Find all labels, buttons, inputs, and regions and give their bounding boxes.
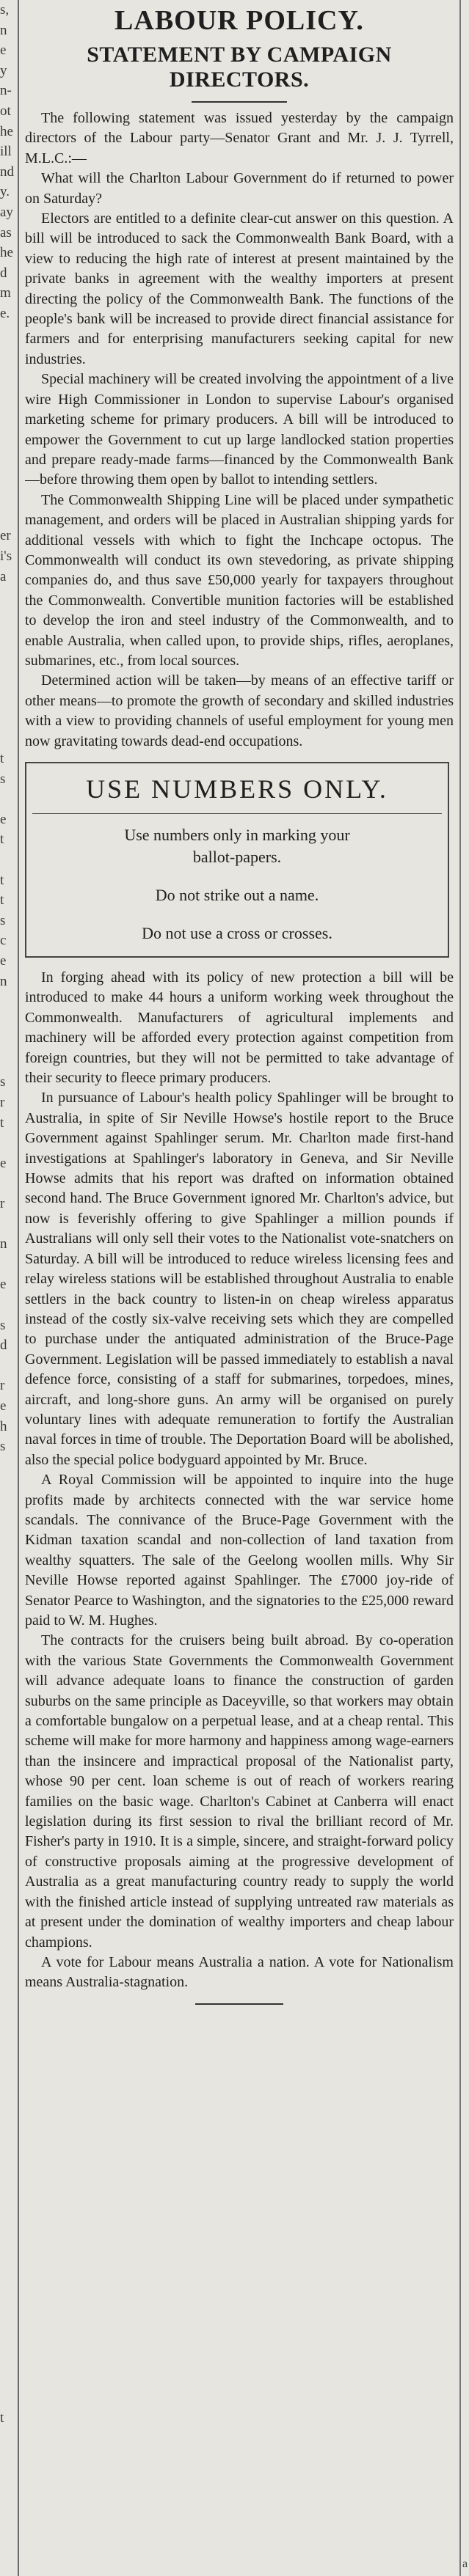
gutter-fragment bbox=[0, 1942, 16, 1963]
gutter-fragment: n bbox=[0, 973, 7, 989]
headline: LABOUR POLICY. bbox=[114, 5, 364, 36]
gutter-fragment bbox=[0, 627, 16, 647]
gutter-fragment bbox=[0, 850, 16, 870]
paragraph: What will the Charlton Labour Government do if returned to power on Saturday? bbox=[25, 170, 454, 207]
gutter-fragment bbox=[0, 384, 16, 405]
gutter-fragment bbox=[0, 2286, 16, 2307]
paragraph: The contracts for the cruisers being built abroad. By co-operation with the various State Governments the Commonwealth Government will advance adequate loans to finance the construction of garden suburbs on the same principle as Daceyville, so that workers may obtain a comfortable bungalow on a perpetual lease, and at a cheap rental. This scheme will make for more harmony and happiness among wage-earners than the insincere and impractical proposal of the Nationalist party, whose 90 per cent. loan scheme is out of reach of workers rearing families on the basic wage. Charlton's Cabinet at Canberra will enact legislation during its first session to rival the brilliant record of Mr. Fisher's party in 1910. It is a simple, sincere, and straight-forward policy of constructive proposals aiming at the progressive development of Australia as a great manufacturing country ready to supply the world with the finished article instead of supplying untreated raw materials as at present under the domination of wealthy importers and cheap labour champions. bbox=[25, 1632, 454, 1951]
gutter-fragment: n bbox=[0, 1236, 7, 1252]
gutter-fragment: s bbox=[0, 1439, 6, 1455]
gutter-fragment bbox=[0, 587, 16, 607]
notice-line: Do not strike out a name. bbox=[155, 886, 319, 904]
gutter-fragment bbox=[0, 1173, 16, 1194]
paragraph: In forging ahead with its policy of new protection a bill will be introduced to make 44 hours a uniform working week throughout the Commonwealth. Manufacturers of agricultural implements and machinery will be afforded every protection against competition from foreign countries, but they will not be permitted to take advantage of their security to fleece primary producers. bbox=[25, 969, 454, 1087]
gutter-fragment: m bbox=[0, 285, 11, 301]
gutter-fragment bbox=[0, 1639, 16, 1659]
gutter-fragment: as bbox=[0, 224, 12, 241]
gutter-fragment bbox=[0, 1012, 16, 1032]
adjacent-column-fragment bbox=[0, 0, 16, 2576]
gutter-fragment bbox=[0, 607, 16, 628]
gutter-fragment bbox=[0, 1740, 16, 1761]
gutter-fragment: i's bbox=[0, 548, 12, 565]
gutter-fragment bbox=[0, 1518, 16, 1538]
gutter-fragment bbox=[0, 485, 16, 506]
gutter-fragment bbox=[0, 1780, 16, 1801]
gutter-fragment bbox=[0, 2307, 16, 2327]
gutter-fragment bbox=[0, 2003, 16, 2024]
gutter-fragment bbox=[0, 647, 16, 668]
gutter-fragment bbox=[0, 1679, 16, 1700]
gutter-fragment bbox=[0, 1882, 16, 1902]
gutter-fragment: t bbox=[0, 892, 4, 909]
gutter-fragment bbox=[0, 1902, 16, 1923]
gutter-fragment bbox=[0, 1862, 16, 1882]
gutter-fragment: n- bbox=[0, 83, 12, 99]
gutter-fragment bbox=[0, 789, 16, 810]
gutter-fragment: s, bbox=[0, 2, 10, 18]
gutter-fragment bbox=[0, 1801, 16, 1821]
gutter-fragment: r bbox=[0, 1095, 5, 1111]
paragraph: A Royal Commission will be appointed to inquire into the huge profits made by architects connected with the war service home scandals. The connivance of the Bruce-Page Government with the Kidman taxation scandal and non-collection of land taxation from wealthy squatters. The sale of the Geelong woollen mills. Why Sir Neville Howse reported against Spahlinger. The £7000 joy-ride of Senator Pearce to Washington, and the signatories to the £25,000 reward paid to W. M. Hughes. bbox=[25, 1472, 454, 1629]
gutter-fragment bbox=[0, 2105, 16, 2125]
gutter-fragment bbox=[0, 364, 16, 385]
gutter-fragment bbox=[0, 1538, 16, 1558]
gutter-fragment bbox=[0, 1983, 16, 2003]
gutter-fragment bbox=[0, 2367, 16, 2388]
gutter-fragment: r bbox=[0, 1196, 5, 1212]
gutter-fragment bbox=[0, 2084, 16, 2105]
gutter-fragment bbox=[0, 688, 16, 708]
gutter-fragment: t bbox=[0, 832, 4, 848]
gutter-fragment bbox=[0, 1599, 16, 1619]
paragraph: A vote for Labour means Australia a nation. A vote for Nationalism means Australia-stagnation. bbox=[25, 1953, 454, 1991]
gutter-fragment bbox=[0, 1558, 16, 1579]
paragraph: Determined action will be taken—by means of an effective tariff or other means—to promote the growth of secondary and skilled industries with a view to providing channels of useful employment for young men now gravitating towards dead-end occupations. bbox=[25, 672, 454, 749]
gutter-fragment bbox=[0, 405, 16, 425]
paragraph: The following statement was issued yesterday by the campaign directors of the Labour party—Senator Grant and Mr. J. J. Tyrrell, M.L.C.:— bbox=[25, 110, 454, 166]
gutter-fragment: er bbox=[0, 528, 11, 544]
gutter-fragment: y. bbox=[0, 184, 10, 200]
gutter-fragment: d bbox=[0, 265, 7, 281]
gutter-fragment bbox=[0, 1052, 16, 1073]
notice-box bbox=[25, 762, 449, 958]
gutter-fragment bbox=[0, 1578, 16, 1599]
gutter-fragment: he bbox=[0, 245, 13, 261]
gutter-fragment bbox=[0, 2225, 16, 2246]
gutter-fragment bbox=[0, 2246, 16, 2267]
gutter-fragment bbox=[0, 1720, 16, 1740]
gutter-fragment: t bbox=[0, 1115, 4, 1131]
gutter-fragment bbox=[0, 1133, 16, 1153]
column-rule-right bbox=[459, 0, 461, 2576]
gutter-fragment bbox=[0, 1255, 16, 1275]
gutter-fragment: e bbox=[0, 953, 7, 969]
gutter-fragment: e bbox=[0, 1277, 7, 1293]
gutter-fragment bbox=[0, 1821, 16, 1841]
gutter-fragment bbox=[0, 2206, 16, 2226]
gutter-fragment: c bbox=[0, 933, 7, 949]
gutter-fragment: e bbox=[0, 1398, 7, 1414]
gutter-fragment bbox=[0, 1497, 16, 1518]
gutter-fragment bbox=[0, 2145, 16, 2165]
paragraph: In pursuance of Labour's health policy Spahlinger will be brought to Australia, in spite of Sir Neville Howse's hostile report to the Bruce Government against Spahlinger serum. Mr. Charlton made first-hand investigations at Spahlinger's laboratory in Geneva, and Sir Neville Howse admits that his report was drafted on information obtained second hand. The Bruce Government ignored Mr. Charlton's advice, but now is feverishly offering to give Spahlinger a million pounds if Australians will only sell their votes to the Nationalist vote-snatchers on Saturday. A bill will be introduced to reduce wireless licensing fees and relay wireless stations will be established throughout Australia to enable settlers in the back country to listen-in on cheap wireless apparatus instead of the costly six-valve receiving sets which they are compelled to purchase under the antiquated administration of the Bruce-Page Government. Legislation will be passed immediately to establish a naval defence force, consisting of a staff for submarines, torpedoes, mines, aircraft, and long-shore guns. An army will be organised on purely voluntary lines with adequate remuneration to fortify the Australian naval forces in time of trouble. The Deportation Board will be abolished, also the special police bodyguard appointed by Mr. Bruce. bbox=[25, 1090, 454, 1468]
article-end-rule bbox=[195, 2003, 283, 2005]
gutter-fragment bbox=[0, 324, 16, 345]
gutter-fragment bbox=[0, 668, 16, 689]
notice-title: USE NUMBERS ONLY. bbox=[86, 774, 388, 804]
gutter-fragment bbox=[0, 2165, 16, 2186]
gutter-fragment: n bbox=[0, 22, 7, 38]
gutter-fragment bbox=[0, 1922, 16, 1942]
gutter-fragment: ill bbox=[0, 144, 12, 160]
gutter-fragment: ot bbox=[0, 103, 11, 119]
article-column bbox=[25, 0, 454, 2576]
notice-divider bbox=[32, 813, 442, 814]
gutter-fragment bbox=[0, 2023, 16, 2044]
gutter-fragment bbox=[0, 1659, 16, 1680]
gutter-fragment: t bbox=[0, 872, 4, 888]
gutter-fragment: ay bbox=[0, 204, 13, 220]
gutter-fragment: e bbox=[0, 43, 7, 59]
gutter-fragment: r bbox=[0, 1378, 5, 1394]
gutter-fragment: s bbox=[0, 1317, 6, 1333]
gutter-fragment bbox=[0, 2064, 16, 2085]
gutter-fragment bbox=[0, 2327, 16, 2347]
gutter-fragment bbox=[0, 991, 16, 1012]
gutter-fragment bbox=[0, 1700, 16, 1720]
gutter-fragment bbox=[0, 506, 16, 526]
gutter-fragment: e. bbox=[0, 305, 10, 321]
notice-line: ballot-papers. bbox=[192, 848, 282, 866]
subheadline: STATEMENT BY CAMPAIGN DIRECTORS. bbox=[87, 43, 392, 92]
gutter-fragment bbox=[0, 2388, 16, 2408]
gutter-fragment bbox=[0, 466, 16, 486]
notice-line: Do not use a cross or crosses. bbox=[142, 924, 332, 942]
gutter-fragment bbox=[0, 2267, 16, 2287]
gutter-fragment bbox=[0, 728, 16, 749]
gutter-fragment bbox=[0, 708, 16, 729]
gutter-fragment bbox=[0, 1841, 16, 1862]
gutter-fragment bbox=[0, 344, 16, 364]
gutter-fragment: t bbox=[0, 2410, 4, 2426]
column-rule-left bbox=[18, 0, 19, 2576]
gutter-fragment bbox=[0, 1963, 16, 1984]
gutter-fragment: y bbox=[0, 62, 7, 78]
gutter-fragment bbox=[0, 1356, 16, 1376]
gutter-fragment: d bbox=[0, 1337, 7, 1354]
adjacent-column-edge-mark: a bbox=[462, 2558, 468, 2570]
gutter-fragment bbox=[0, 1761, 16, 1781]
gutter-fragment bbox=[0, 2347, 16, 2368]
paragraph: The Commonwealth Shipping Line will be placed under sympathetic management, and orders will be placed in Australian shipping yards for additional vessels with which to fight the Inchcape octopus. The Commonwealth will conduct its own stevedoring, as private shipping companies do, and thus save £50,000 yearly for taxpayers throughout the Commonwealth. Convertible munition factories will be established to develop the iron and steel industry of the Commonwealth, and to enable Australia, when called upon, to provide ships, rifles, aeroplanes, submarines, etc., from local sources. bbox=[25, 491, 454, 669]
gutter-fragment: t bbox=[0, 750, 4, 766]
gutter-fragment: e bbox=[0, 1155, 7, 1171]
gutter-fragment bbox=[0, 1295, 16, 1315]
gutter-fragment bbox=[0, 1214, 16, 1235]
headline-divider bbox=[192, 101, 287, 103]
gutter-fragment bbox=[0, 445, 16, 466]
gutter-fragment bbox=[0, 2124, 16, 2145]
gutter-fragment bbox=[0, 1477, 16, 1497]
paragraph: Special machinery will be created involving the appointment of a live wire High Commissioner in London to supervise Labour's organised marketing scheme for primary producers. A bill will be introduced to empower the Government to cut up large landlocked station properties and prepare ready-made farms—financed by the Commonwealth Bank—before throwing them open by ballot to intending settlers. bbox=[25, 371, 454, 488]
gutter-fragment bbox=[0, 2044, 16, 2064]
gutter-fragment: s bbox=[0, 1074, 6, 1090]
gutter-fragment: s bbox=[0, 771, 6, 787]
gutter-fragment: h bbox=[0, 1418, 7, 1434]
notice-line: Use numbers only in marking your bbox=[124, 826, 350, 844]
gutter-fragment: he bbox=[0, 123, 13, 139]
gutter-fragment bbox=[0, 1032, 16, 1052]
gutter-fragment: a bbox=[0, 568, 7, 584]
gutter-fragment: s bbox=[0, 912, 6, 928]
gutter-fragment: e bbox=[0, 811, 7, 827]
gutter-fragment bbox=[0, 1619, 16, 1640]
paragraph: Electors are entitled to a definite clear-cut answer on this question. A bill will be introduced to sack the Commonwealth Bank Board, with a view to reducing the high rate of interest at present maintained by the private banks in agreement with the wealthy importers at present directing the policy of the Commonwealth Bank. The functions of the people's bank will be increased to provide direct financial assistance for farmers and for enterprising manufacturers seeking capital for new industries. bbox=[25, 210, 454, 367]
gutter-fragment bbox=[0, 425, 16, 445]
gutter-fragment: nd bbox=[0, 164, 14, 180]
gutter-fragment bbox=[0, 1457, 16, 1478]
gutter-fragment bbox=[0, 2185, 16, 2206]
